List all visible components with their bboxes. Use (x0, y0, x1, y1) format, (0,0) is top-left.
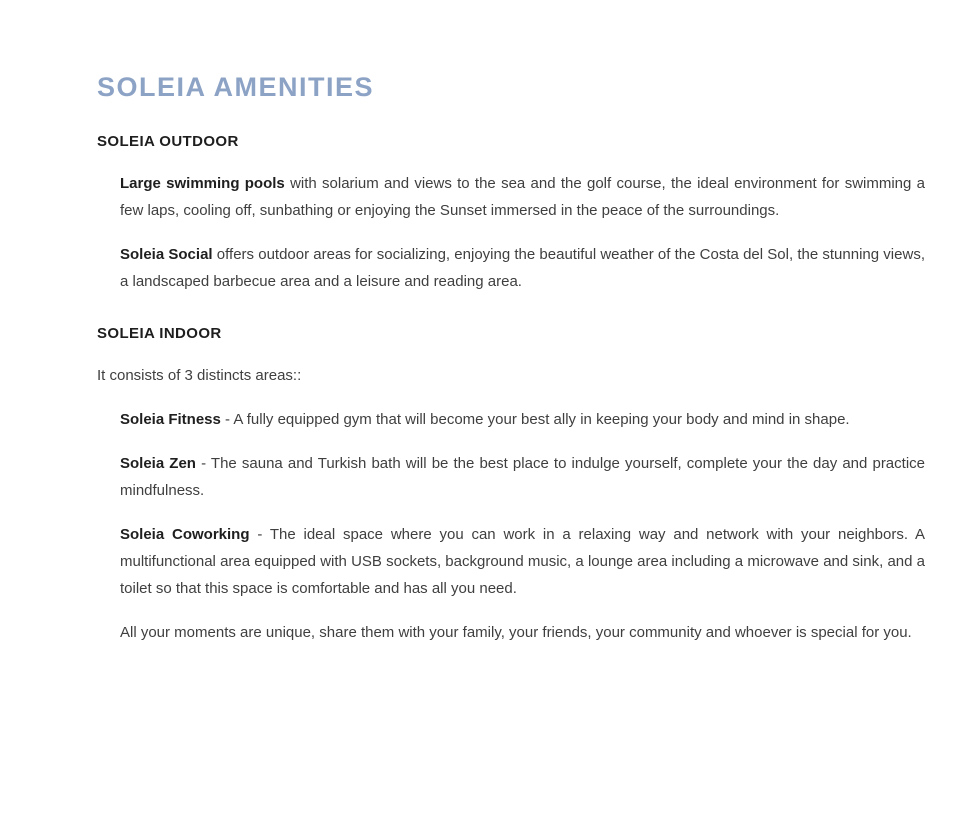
paragraph-soleia-social (120, 241, 925, 295)
paragraph-text-soleia-coworking: - The ideal space where you can work in a relaxing way and network with your neighbors. A multifunctional area equipped with USB sockets, background music, a lounge area including a microwave and sink, and a toilet so that this space is comfortable and has all you need. (120, 526, 926, 597)
paragraph-lead-soleia-coworking: Soleia Coworking (120, 526, 250, 543)
paragraph-lead-soleia-social: Soleia Social (120, 246, 213, 263)
paragraph-text-soleia-fitness: - A fully equipped gym that will become your best ally in keeping your body and mind in shape. (225, 411, 850, 428)
paragraph-soleia-fitness (120, 406, 925, 433)
paragraph-text-swimming-pools: with solarium and views to the sea and the golf course, the ideal environment for swimming a few laps, cooling off, sunbathing or enjoying the Sunset immersed in the peace of the surroundings. (120, 175, 926, 219)
paragraph-lead-soleia-zen: Soleia Zen (120, 455, 196, 472)
section-heading-outdoor: SOLEIA OUTDOOR (97, 133, 239, 150)
section-heading-indoor: SOLEIA INDOOR (97, 325, 222, 342)
paragraph-soleia-coworking (120, 521, 925, 602)
paragraph-text-soleia-zen: - The sauna and Turkish bath will be the best place to indulge yourself, complete your the day and practice mindfulness. (120, 455, 925, 499)
paragraph-lead-swimming-pools: Large swimming pools (120, 175, 285, 192)
paragraph-text-soleia-social: offers outdoor areas for socializing, enjoying the beautiful weather of the Costa del Sol, the stunning views, a landscaped barbecue area and a leisure and reading area. (120, 246, 925, 290)
paragraph-soleia-zen (120, 450, 925, 504)
paragraph-swimming-pools (120, 170, 925, 224)
page-title: SOLEIA AMENITIES (97, 72, 375, 102)
paragraph-lead-soleia-fitness: Soleia Fitness (120, 411, 221, 428)
paragraph-text-closing: All your moments are unique, share them with your family, your friends, your community and whoever is special for you. (120, 624, 912, 641)
paragraph-closing (120, 619, 925, 646)
section-intro-indoor: It consists of 3 distincts areas:: (97, 367, 302, 384)
